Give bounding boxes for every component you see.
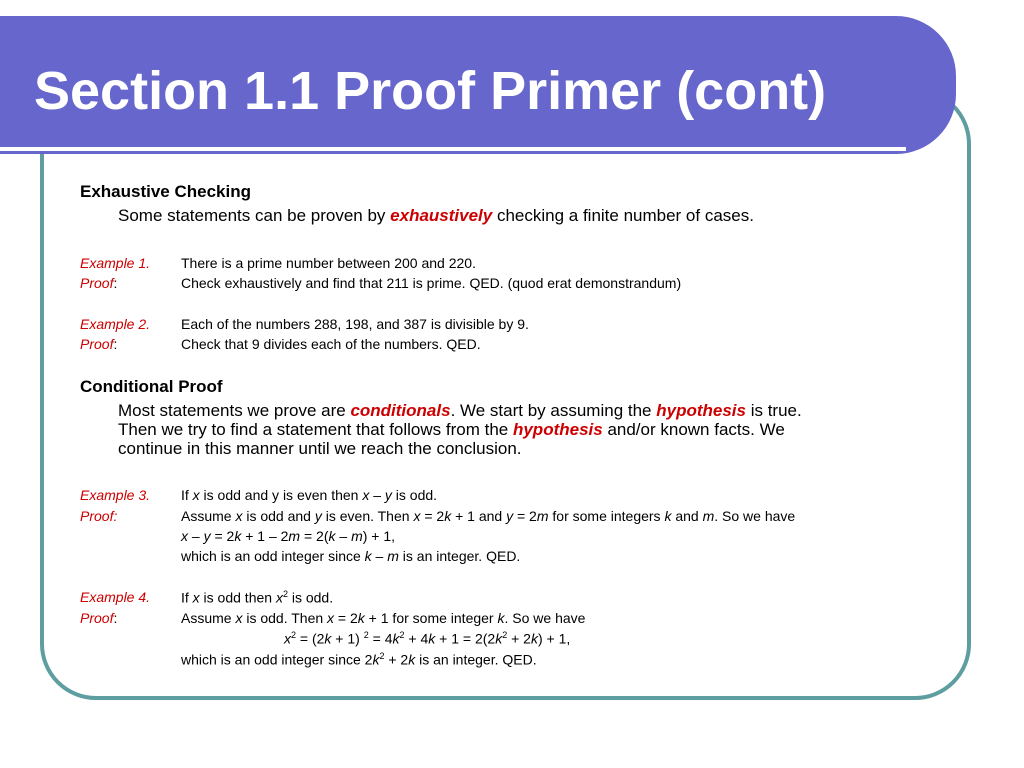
- proof-label: Proof: [80, 610, 114, 626]
- example-3-proof-line-1: Assume x is odd and y is even. Then x = 2k + 1 and y = 2m for some integers k and m. So we have: [181, 508, 796, 524]
- intro-text: checking a finite number of cases.: [492, 206, 754, 225]
- conditional-text: . We start by assuming the: [450, 401, 657, 420]
- conditional-text: Most statements we prove are: [118, 401, 351, 420]
- intro-text: Some statements can be proven by: [118, 206, 391, 225]
- example-3-proof-line-2: x – y = 2k + 1 – 2m = 2(k – m) + 1,: [181, 528, 396, 544]
- conditional-text: and/or known facts. We: [602, 420, 785, 439]
- keyword-conditionals: conditionals: [350, 401, 451, 420]
- conditional-line-2: [118, 420, 785, 440]
- example-4-proof-line-1: Assume x is odd. Then x = 2k + 1 for some integer k. So we have: [181, 610, 586, 626]
- example-4-proof-line-3: which is an odd integer since $2k^2 + 2k$ is an integer. QED.: [181, 651, 537, 668]
- proof-label: Proof: [80, 336, 114, 352]
- slide-title: Section 1.1 Proof Primer (cont): [34, 61, 827, 121]
- example-1-statement: There is a prime number between 200 and 220.: [181, 255, 476, 271]
- keyword-exhaustively: exhaustively: [390, 206, 493, 225]
- conditional-line-1: [118, 401, 802, 421]
- example-4-label: Example 4.: [80, 589, 151, 605]
- example-4-proof-label: [80, 610, 117, 626]
- example-4-statement: If x is odd then $x^2$ is odd.: [181, 589, 334, 606]
- proof-label: Proof: [80, 275, 114, 291]
- example-4-proof-line-2: $x^2 = (2k + 1) ^2 = 4k^2 + 4k + 1 = 2(2k^2 + 2k) + 1$,: [284, 630, 571, 647]
- example-1-label: Example 1.: [80, 255, 151, 271]
- title-banner: [0, 16, 956, 154]
- example-2-proof-label: [80, 336, 117, 352]
- exhaustive-intro: [118, 206, 754, 226]
- example-3-label: Example 3.: [80, 487, 151, 503]
- example-2-statement: Each of the numbers 288, 198, and 387 is divisible by 9.: [181, 316, 529, 332]
- conditional-text: Then we try to find a statement that follows from the: [118, 420, 513, 439]
- heading-exhaustive-checking: Exhaustive Checking: [80, 182, 252, 201]
- example-3-proof-line-3: which is an odd integer since k – m is an integer. QED.: [181, 548, 521, 564]
- title-underline: [0, 147, 906, 151]
- example-2-proof: Check that 9 divides each of the numbers. QED.: [181, 336, 481, 352]
- example-3-proof-label: Proof:: [80, 508, 118, 524]
- heading-conditional-proof: Conditional Proof: [80, 377, 223, 396]
- keyword-hypothesis: hypothesis: [656, 401, 746, 420]
- conditional-text: is true.: [745, 401, 802, 420]
- example-1-proof: Check exhaustively and find that 211 is prime. QED. (quod erat demonstrandum): [181, 275, 682, 291]
- proof-colon: :: [113, 275, 118, 291]
- keyword-hypothesis: hypothesis: [512, 420, 603, 439]
- conditional-line-3: continue in this manner until we reach the conclusion.: [118, 439, 522, 458]
- proof-colon: :: [113, 610, 118, 626]
- example-2-label: Example 2.: [80, 316, 151, 332]
- proof-colon: :: [113, 336, 118, 352]
- example-3-statement: If x is odd and y is even then x – y is odd.: [181, 487, 438, 503]
- example-1-proof-label: [80, 275, 117, 291]
